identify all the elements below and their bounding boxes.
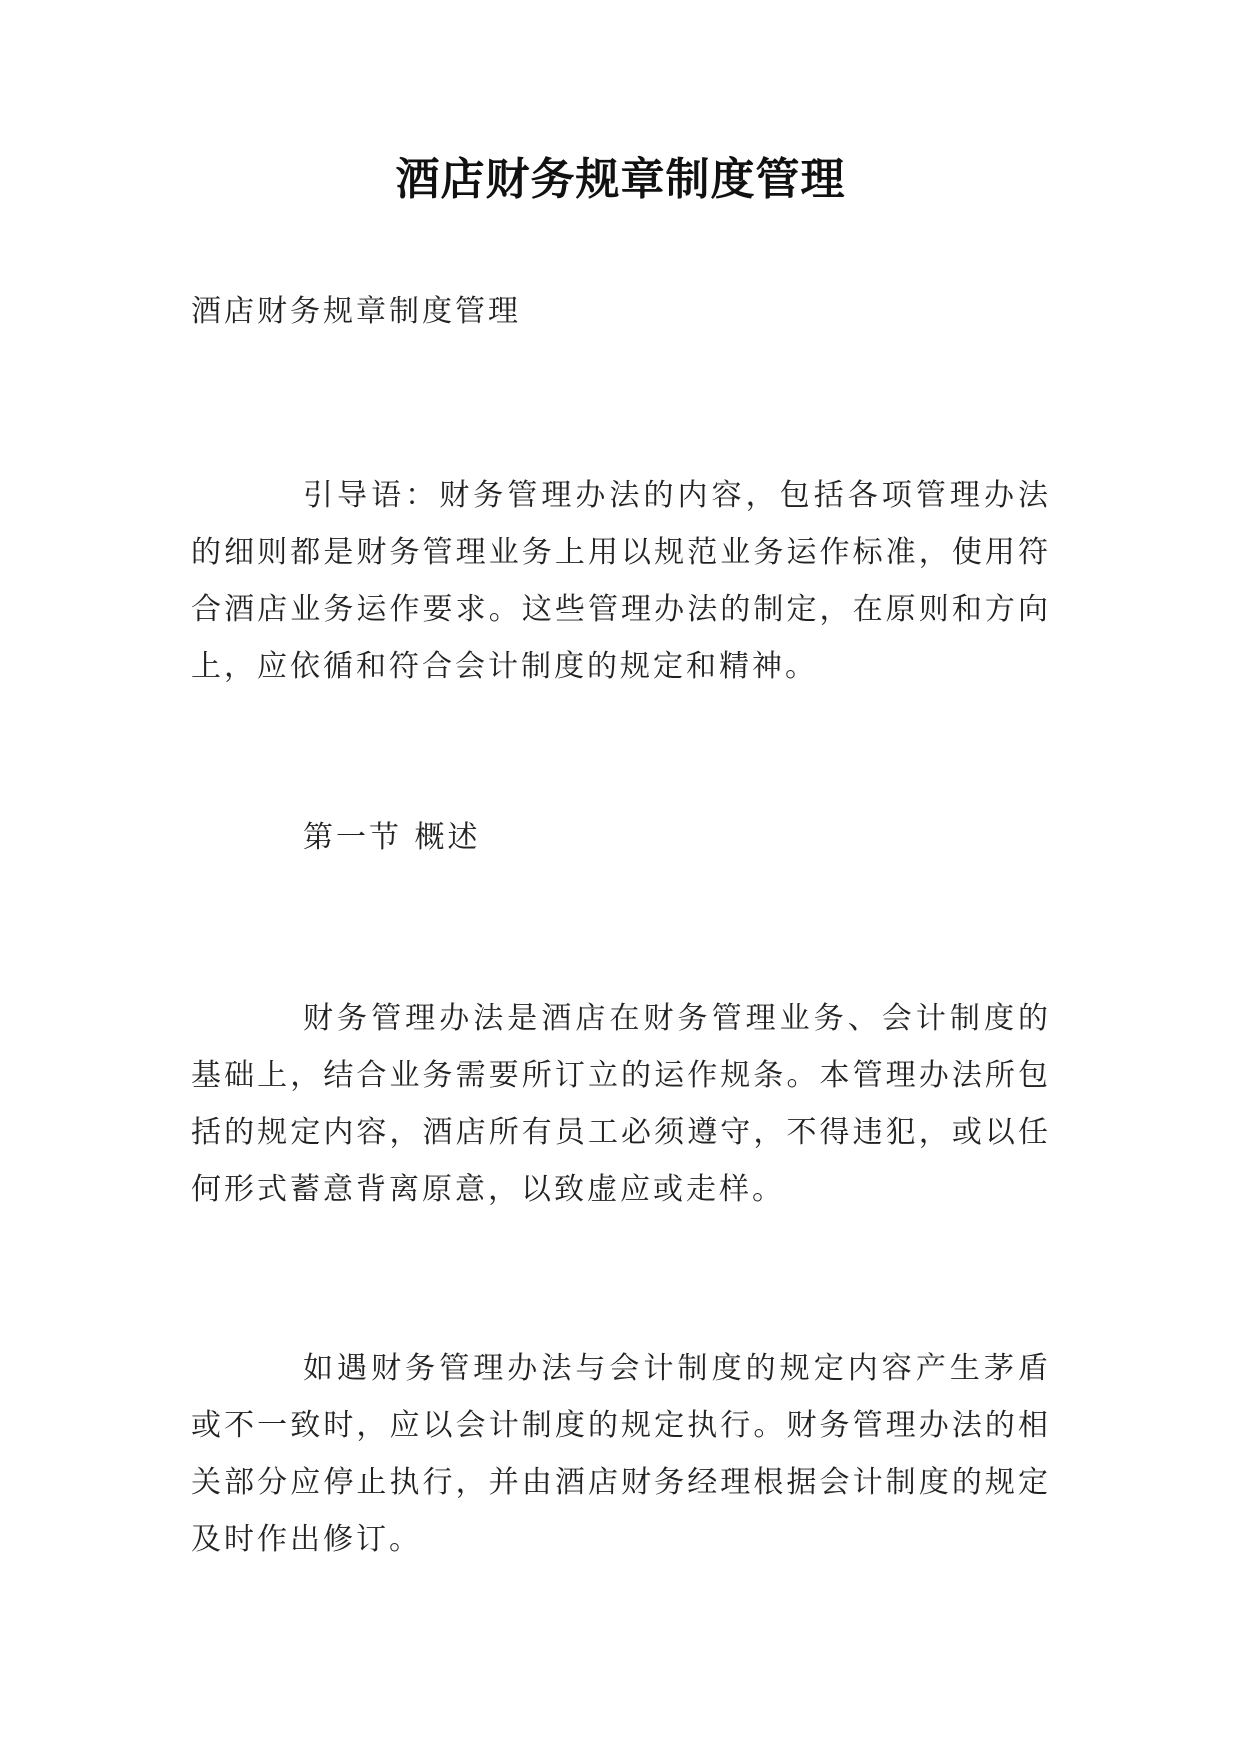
document-subtitle: 酒店财务规章制度管理: [191, 294, 521, 329]
intro-paragraph: 引导语：财务管理办法的内容，包括各项管理办法的细则都是财务管理业务上用以规范业务运作标准，使用符合酒店业务运作要求。这些管理办法的制定，在原则和方向上，应依循和符合会计制度的规定和精神。: [191, 478, 1051, 684]
body-paragraph-2: 如遇财务管理办法与会计制度的规定内容产生茅盾或不一致时，应以会计制度的规定执行。财务管理办法的相关部分应停止执行，并由酒店财务经理根据会计制度的规定及时作出修订。: [191, 1351, 1051, 1557]
body-paragraph-1: 财务管理办法是酒店在财务管理业务、会计制度的基础上，结合业务需要所订立的运作规条。本管理办法所包括的规定内容，酒店所有员工必须遵守，不得违犯，或以任何形式蓄意背离原意，以致虚应或走样。: [191, 1001, 1051, 1207]
section-heading: 第一节 概述: [303, 820, 481, 855]
document-title: 酒店财务规章制度管理: [395, 154, 846, 205]
